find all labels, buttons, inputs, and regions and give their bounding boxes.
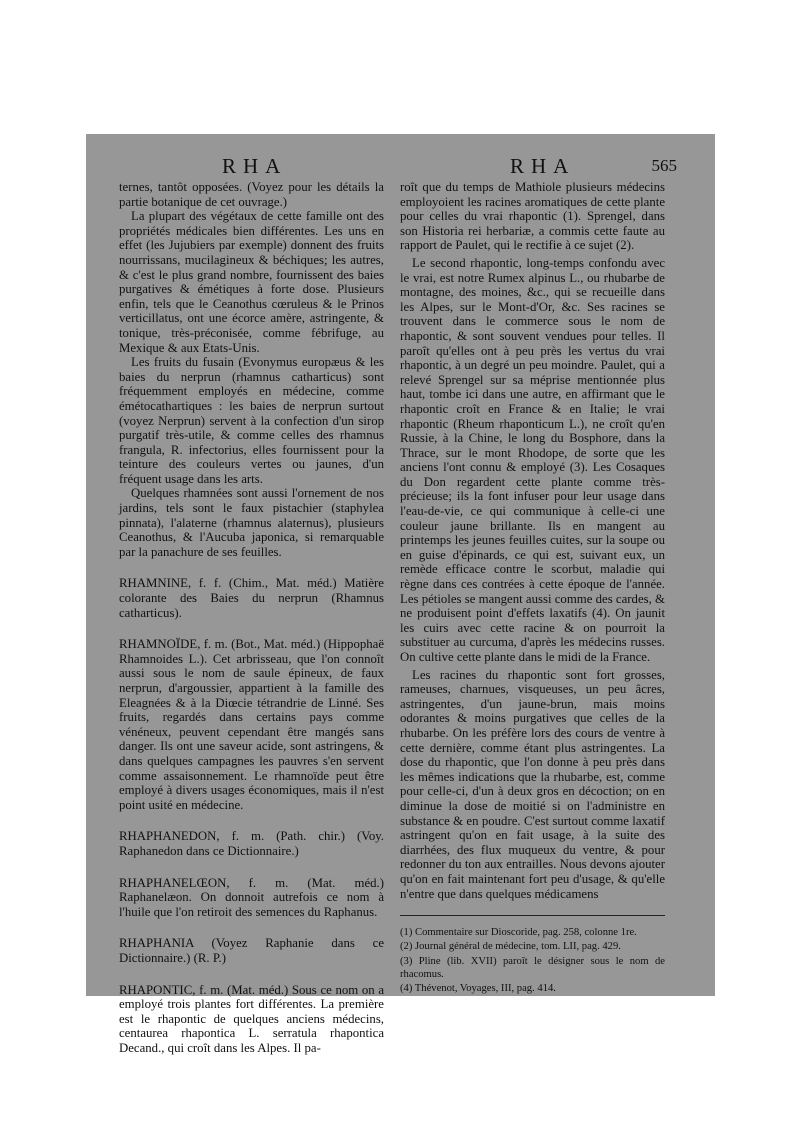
footnote: (4) Thévenot, Voyages, III, pag. 414. — [400, 982, 556, 994]
paragraph: Les fruits du fusain (Evonymus europæus & les baies du nerprun (rhamnus catharticus) sont fréquemment employés en médecine, comme émétocathartiques : les baies de nerprun surtout (voyez Nerprun) servent à la confection d'un sirop purgatif très-utile, & comme celles des rhamnus frangula, R. infectorius, elles fournissent pour la teinture des couleurs vertes ou jaunes, d'un fréquent usage dans les arts. — [119, 355, 384, 486]
dictionary-entry-rhaphanelaeon: RHAPHANELŒON, f. m. (Mat. méd.) Raphanelæon. On donnoit autrefois ce nom à l'huile que l'on retiroit des semences du Raphanus. — [119, 875, 384, 919]
running-head-left: RHA — [222, 154, 288, 178]
paragraph: La plupart des végétaux de cette famille ont des propriétés médicales bien différentes. Les uns en effet (les Jujubiers par exemple) donnent des fruits nourrissans, mucilagineux & béchiques; les autres, & c'est le plus grand nombre, fournissent des baies purgatives & émétiques à forte dose. Plusieurs enfin, tels que le Ceanothus cœruleus & le Prinos verticillatus, ont une écorce amère, astringente, & tonique, très-préconisée, comme fébrifuge, au Mexique & aux Etats-Unis. — [119, 209, 384, 355]
footnote: (2) Journal général de médecine, tom. LII, pag. 429. — [400, 941, 621, 953]
dictionary-entry-rhaphanedon: RHAPHANEDON, f. m. (Path. chir.) (Voy. Raphanedon dans ce Dictionnaire.) — [119, 829, 384, 858]
paragraph: Le second rhapontic, long-temps confondu avec le vrai, est notre Rumex alpinus L., ou rhubarbe de montagne, des moines, &c., qui se recueille dans les Alpes, sur le Mont-d'Or, &c. Ses racines se trouvent dans le commerce sous le nom de rhapontic, & sont souvent vendues pour telles. Il paroît qu'elles ont à peu près les vertus du vrai rhapontic, à un degré un peu moindre. Paulet, qui a relevé Sprengel sur sa méprise mentionnée plus haut, tombe ici dans une autre, en affirmant que le rhapontic croît en France & en Italie; le vrai rhapontic (Rheum rhaponticum L.), ne croît qu'en Russie, à la Chine, le long du Bosphore, dans la Thrace, sur le mont Rhodope, de sorte que les anciens l'ont connu & employé (3). Les Cosaques du Don regardent cette plante comme très-précieuse; ils la font infuser pour leur usage dans l'eau-de-vie, ce qui communique à celle-ci une couleur jaune brillante. Ils en mangent au printemps les jeunes feuilles cuites, sur la soupe ou en guise d'épinards, ce qui est, suivant eux, un remède efficace contre le scorbut, maladie qui règne dans ces contrées à cette époque de l'année. Les pétioles se mangent aussi comme des cardes, & ne produisent point d'effets laxatifs (4). On jaunit les cuirs avec cette racine & on pourroit la substituer au curcuma, d'après les médecins russes. On cultive cette plante dans le midi de la France. — [400, 255, 665, 664]
footnote-divider — [400, 915, 665, 916]
footnote: (1) Commentaire sur Dioscoride, pag. 258, colonne 1re. — [400, 927, 637, 939]
dictionary-entry-rhaphania: RHAPHANIA (Voyez Raphanie dans ce Dictionnaire.) (R. P.) — [119, 936, 384, 965]
paragraph: Quelques rhamnées sont aussi l'ornement de nos jardins, tels sont le faux pistachier (staphylea pinnata), l'alaterne (rhamnus alaternus), plusieurs Ceanothus, & l'Aucuba japonica, si remarquable par la panachure de ses feuilles. — [119, 486, 384, 559]
scanned-page — [86, 134, 715, 1055]
dictionary-entry-rhamnine: RHAMNINE, f. f. (Chim., Mat. méd.) Matière colorante des Baies du nerprun (Rhamnus catharticus). — [119, 576, 384, 620]
paragraph: roît que du temps de Mathiole plusieurs médecins employoient les racines aromatiques de cette plante pour celles du vrai rhapontic (1). Sprengel, dans son Historia rei herbariæ, a commis cette faute au rapport de Paulet, qui le rectifie à ce sujet (2). — [400, 180, 665, 253]
footnotes — [400, 926, 665, 995]
page-number: 565 — [651, 156, 677, 175]
dictionary-entry-rhapontic: RHAPONTIC, f. m. (Mat. méd.) Sous ce nom on a employé trois plantes fort différentes. La première est le rhapontic de quelques anciens médecins, centaurea rhapontica L. serratula rhapontica Decand., qui croît dans les Alpes. Il pa- — [119, 982, 384, 1055]
paragraph: ternes, tantôt opposées. (Voyez pour les détails la partie botanique de cet ouvrage.) — [119, 180, 384, 209]
paragraph: Les racines du rhapontic sont fort grosses, rameuses, charnues, visqueuses, un peu âcres, astringentes, d'un jaune-brun, mais moins odorantes & moins purgatives que celles de la rhubarbe. On les préfère lors des cours de ventre à cette dernière, comme étant plus astringentes. La dose du rhapontic, que l'on donne à peu près dans les mêmes indications que la rhubarbe, est, comme pour celle-ci, d'un à deux gros en décoction; on en diminue la dose de moitié si on l'administre en substance & en poudre. C'est surtout comme laxatif astringent qu'on en fait usage, à la suite des diarrhées, des flux muqueux du ventre, & pour redonner du ton aux entrailles. Nous devons ajouter qu'on en fait maintenant fort peu d'usage, & qu'elle n'entre que dans quelques médicamens — [400, 667, 665, 901]
left-column — [119, 180, 384, 1055]
right-column — [400, 180, 665, 996]
dictionary-entry-rhamnoide: RHAMNOÏDE, f. m. (Bot., Mat. méd.) (Hippophaë Rhamnoides L.). Cet arbrisseau, que l'on connoît aussi sous le nom de saule épineux, de faux nerprun, d'argoussier, appartient à la famille des Eleagnées & à la Diœcie tétrandrie de Linné. Ses fruits, regardés dans certains pays comme vénéneux, peuvent cependant être mangés sans danger. Ils ont une saveur acide, sont astringens, & dans quelques campagnes les pauvres s'en servent comme assaisonnement. Le rhamnoïde peut être employé à divers usages économiques, mais il n'est point usité en médecine. — [119, 637, 384, 812]
running-head-right: RHA — [510, 154, 576, 178]
footnote: (3) Pline (lib. XVII) paroît le désigner sous le nom de rhacomus. — [400, 955, 665, 980]
